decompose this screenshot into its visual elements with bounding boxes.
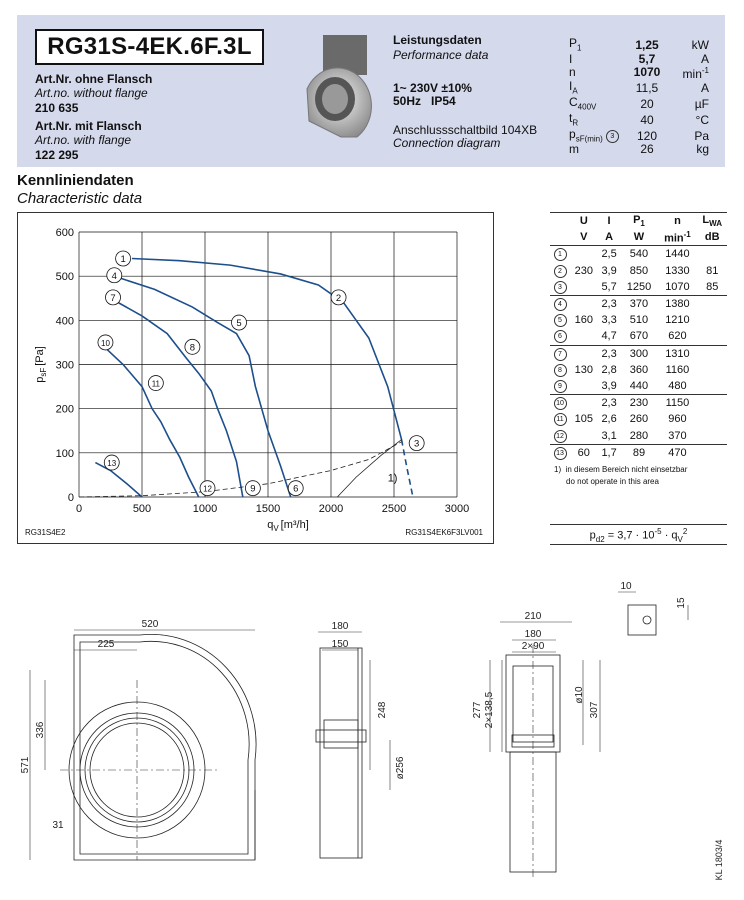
header-sym: L (702, 214, 710, 226)
param-sym: P (569, 36, 578, 50)
table-unit (697, 229, 727, 246)
artnr-with-value: 122 295 (35, 148, 79, 162)
table-row (550, 378, 727, 395)
row-id-cell (550, 279, 570, 296)
formula (550, 527, 727, 544)
table-row (550, 312, 727, 328)
param-row (569, 144, 709, 156)
cell-n: 470 (668, 446, 687, 459)
param-value: 40 (640, 112, 654, 127)
param-unit (667, 65, 709, 81)
artnr-without-value: 210 635 (35, 101, 79, 115)
table-row (550, 279, 727, 296)
cell-p: 260 (629, 413, 649, 426)
param-symbol (569, 51, 627, 66)
series-line-4 (114, 276, 290, 497)
cell-i: 2,3 (601, 397, 617, 410)
cell-n: 1150 (665, 397, 690, 410)
x-tick-label: 3000 (444, 503, 470, 515)
cell-l (697, 411, 727, 427)
y-axis-label-sub: sF (39, 367, 48, 377)
dim-10: 10 (620, 581, 632, 592)
y-axis-label-sym: p (34, 376, 46, 383)
row-id-cell (550, 246, 570, 263)
curve-marker-label: 9 (250, 483, 256, 495)
row-id: 4 (554, 298, 567, 311)
param-row (569, 129, 709, 145)
row-id-cell (550, 427, 570, 444)
cell-i: 2,8 (601, 363, 617, 376)
flange-detail (628, 605, 656, 635)
table-row (550, 246, 727, 263)
cell-n: 1380 (665, 298, 690, 311)
performance-title-en: Performance data (393, 48, 489, 62)
header-sym: P (633, 214, 641, 226)
table-row (550, 444, 727, 461)
curve-marker-label: 6 (293, 483, 299, 495)
row-id-cell (550, 345, 570, 362)
row-id-cell (550, 328, 570, 345)
cell-n: 370 (657, 427, 697, 444)
series-line-7 (111, 298, 243, 497)
x-axis-label-unit: [m³/h] (280, 519, 309, 531)
param-symbol (569, 65, 627, 81)
x-axis-label (267, 519, 309, 533)
cell-n: 620 (657, 328, 697, 345)
param-symbol (569, 94, 627, 113)
table-row (550, 345, 727, 362)
formula-exp: -5 (654, 527, 662, 536)
formula-rule-top (550, 524, 727, 525)
y-tick-label: 200 (55, 403, 74, 416)
table-header (657, 213, 697, 229)
param-unit-text: µF (694, 96, 709, 111)
cell-u: 160 (574, 314, 593, 327)
param-sub: R (572, 118, 579, 128)
performance-title: Leistungsdaten (393, 33, 482, 47)
cell-n: 1440 (665, 248, 690, 261)
param-sub: 1 (577, 43, 582, 53)
y-tick-label: 0 (67, 492, 74, 504)
x-tick-label: 0 (75, 503, 83, 515)
row-id-cell (550, 395, 570, 412)
cell-p: 300 (629, 347, 649, 360)
table-row (550, 411, 727, 427)
cell-l (697, 312, 727, 328)
footnote-mark: 1) (554, 465, 562, 474)
x-tick-label: 1500 (255, 503, 281, 515)
cell-l (697, 295, 727, 312)
side-view (316, 648, 366, 858)
formula-lhs-sub: d2 (595, 534, 605, 544)
y-axis-label-unit: [Pa] (34, 346, 46, 366)
artnr-with-label-en: Art.no. with flange (35, 133, 132, 147)
param-value: 5,7 (638, 51, 656, 66)
cell-u (570, 427, 598, 444)
cell-n: 1310 (665, 347, 690, 360)
cell-p: 540 (629, 248, 649, 261)
param-row (569, 65, 709, 81)
dim-180-side: 180 (331, 621, 349, 632)
param-symbol (569, 38, 627, 54)
footnote (554, 465, 687, 474)
dim-225: 225 (97, 639, 115, 650)
param-sym: m (569, 142, 579, 157)
cell-u (570, 279, 598, 296)
series-line-13 (95, 463, 142, 497)
doc-code: KL 1803/4 (714, 839, 724, 881)
row-id: 9 (554, 380, 567, 393)
y-tick-label: 600 (55, 227, 74, 239)
header-sym: n (674, 215, 681, 228)
technical-drawing (0, 560, 744, 900)
cell-i: 2,6 (601, 413, 617, 426)
section-subtitle: Characteristic data (17, 190, 143, 207)
table-unit (657, 229, 697, 246)
series-line-system (79, 442, 402, 497)
cell-l: 81 (706, 264, 719, 277)
cell-p: 89 (632, 446, 646, 459)
chart-left-code: RG31S4E2 (25, 528, 66, 537)
cell-i: 3,1 (598, 427, 621, 444)
row-id: 10 (554, 397, 567, 410)
cell-u (570, 378, 598, 395)
param-value: 26 (640, 142, 654, 157)
row-id: 1 (554, 248, 567, 261)
footnote-en: do not operate in this area (566, 477, 659, 486)
cell-n: 480 (657, 378, 697, 395)
param-sub: sF(min) (575, 133, 603, 143)
curve-marker-label: 10 (101, 338, 110, 348)
unit-sup: -1 (683, 229, 691, 239)
curve-marker-label: 8 (189, 342, 196, 354)
dim-d10: ø10 (574, 686, 585, 704)
param-row (569, 97, 709, 113)
series-line-limit (337, 440, 401, 497)
cell-i: 3,9 (598, 378, 621, 395)
x-tick-label: 2000 (318, 503, 344, 515)
cell-l (697, 328, 727, 345)
param-sym: I (569, 51, 573, 66)
table-unit (621, 229, 658, 246)
cell-n: 1210 (665, 314, 690, 327)
cell-l (697, 378, 727, 395)
cell-n: 1330 (665, 264, 690, 277)
ip-rating: IP54 (431, 94, 456, 108)
dim-2x90: 2×90 (521, 641, 545, 652)
artnr-without-label-en: Art.no. without flange (35, 86, 148, 100)
dim-571: 571 (20, 756, 31, 774)
cell-i: 2,3 (601, 347, 617, 360)
freq-ip-rating (393, 94, 456, 108)
unit-text: V (580, 231, 588, 244)
table-header-row (550, 213, 727, 229)
cell-p: 510 (629, 314, 649, 327)
table-row (550, 263, 727, 279)
param-unit (667, 51, 709, 66)
param-table (569, 38, 709, 156)
param-sym: I (569, 78, 573, 93)
characteristic-chart (17, 212, 494, 544)
cell-p: 1250 (621, 279, 658, 296)
row-id: 3 (554, 281, 567, 294)
cell-l (697, 362, 727, 378)
param-mark: 3 (606, 130, 619, 143)
param-unit-text: min (682, 67, 702, 82)
param-row (569, 113, 709, 129)
param-sub: 400V (577, 102, 597, 112)
param-value: 1,25 (635, 38, 659, 53)
connection-diagram-label-en: Connection diagram (393, 136, 501, 150)
param-unit-text: A (700, 51, 709, 66)
param-symbol (569, 110, 627, 129)
cell-i: 2,5 (601, 248, 617, 261)
curve-marker-label: 13 (107, 459, 117, 469)
table-unit-row (550, 229, 727, 246)
param-unit-text: kg (696, 142, 709, 157)
dim-307: 307 (589, 701, 600, 719)
param-value: 1070 (633, 65, 661, 80)
row-id: 5 (554, 314, 567, 327)
cell-p: 670 (621, 328, 658, 345)
param-symbol (569, 144, 627, 156)
x-axis-label-sub: V (273, 524, 279, 533)
cell-i: 2,3 (601, 298, 617, 311)
cell-i: 3,3 (601, 314, 617, 327)
row-id-cell (550, 444, 570, 461)
row-id: 2 (554, 265, 567, 278)
dim-180-outlet: 180 (524, 629, 542, 640)
param-sub: A (572, 86, 578, 96)
model-title: RG31S-4EK.6F.3L (35, 29, 264, 65)
table-row (550, 395, 727, 412)
cell-l (697, 246, 727, 263)
cell-p: 440 (621, 378, 658, 395)
header-sub: WA (709, 219, 723, 229)
table-unit (570, 229, 598, 246)
cell-u (570, 328, 598, 345)
formula-mid: · q (661, 529, 678, 542)
param-value: 11,5 (635, 81, 659, 96)
x-axis-label-sym: q (267, 519, 274, 531)
formula-var-sup: 2 (682, 527, 688, 536)
dim-210: 210 (524, 611, 542, 622)
cell-i: 1,7 (601, 446, 617, 459)
cell-u (570, 345, 598, 362)
cell-l (697, 444, 727, 461)
cell-u (570, 295, 598, 312)
formula-lhs: p (589, 529, 596, 542)
curve-marker-label: 2 (335, 292, 342, 304)
row-id-cell (550, 295, 570, 312)
cell-p: 280 (621, 427, 658, 444)
row-id: 12 (554, 430, 567, 443)
y-tick-label: 500 (55, 271, 74, 284)
param-unit-text: °C (695, 112, 709, 127)
row-id-cell (550, 411, 570, 427)
dim-277: 277 (472, 701, 483, 719)
dim-d256: ø256 (395, 756, 406, 780)
param-row (569, 81, 709, 97)
unit-text: min (664, 232, 684, 245)
header-sub: 1 (640, 219, 645, 229)
cell-p: 360 (629, 363, 649, 376)
curve-marker-label: 4 (111, 270, 117, 282)
curve-marker-label: 1 (120, 254, 126, 265)
row-id: 6 (554, 330, 567, 343)
fan-photo (295, 29, 375, 147)
cell-u (570, 246, 598, 263)
formula-eq: = 3,7 · 10 (604, 529, 655, 542)
connection-diagram-label: Anschlussschaltbild 104XB (393, 123, 538, 137)
section-title: Kennliniendaten (17, 172, 134, 189)
formula-var-sub: V (677, 534, 683, 544)
table-unit (598, 229, 621, 246)
row-id-cell (550, 362, 570, 378)
cell-p: 230 (629, 397, 649, 410)
cell-l (697, 395, 727, 412)
param-unit (667, 97, 709, 113)
y-tick-label: 100 (55, 447, 74, 460)
cell-n: 1070 (657, 279, 697, 296)
row-id: 11 (554, 413, 567, 426)
param-unit-text: A (700, 81, 709, 96)
x-tick-label: 1000 (192, 503, 218, 515)
table-row (550, 295, 727, 312)
chart-right-code: RG31S4EK6F3LV001 (405, 528, 483, 537)
table-row (550, 427, 727, 444)
cell-l (697, 345, 727, 362)
header-sym: U (579, 215, 588, 228)
param-unit-text: Pa (694, 128, 709, 143)
row-id: 13 (554, 447, 567, 460)
param-value: 120 (636, 128, 658, 143)
artnr-without-label: Art.Nr. ohne Flansch (35, 72, 153, 86)
param-unit-text: kW (691, 38, 709, 53)
x-tick-label: 500 (132, 503, 152, 515)
param-unit (667, 144, 709, 156)
voltage-rating: 1~ 230V ±10% (393, 81, 472, 95)
cell-p: 850 (629, 264, 649, 277)
cell-l (697, 427, 727, 444)
cell-i: 3,9 (601, 264, 617, 277)
row-id: 8 (554, 364, 567, 377)
dim-336: 336 (35, 721, 46, 739)
curve-marker-label: 7 (110, 292, 116, 304)
table-header (570, 213, 598, 229)
y-tick-label: 400 (55, 315, 74, 328)
table-row (550, 328, 727, 345)
cell-u: 130 (574, 363, 593, 376)
table-header (697, 213, 727, 229)
param-value: 20 (640, 96, 654, 111)
data-table (550, 213, 727, 461)
front-view (69, 634, 256, 860)
series-line-1 (132, 259, 402, 440)
param-unit (667, 113, 709, 129)
param-row (569, 54, 709, 66)
formula-rule-bottom (550, 544, 727, 545)
header-sym: I (607, 215, 611, 228)
header-panel (17, 15, 725, 167)
cell-i: 5,7 (598, 279, 621, 296)
cell-u (570, 395, 598, 412)
table-row (550, 362, 727, 378)
cell-n: 1160 (665, 363, 690, 376)
artnr-with-label: Art.Nr. mit Flansch (35, 119, 142, 133)
cell-i: 4,7 (598, 328, 621, 345)
footnote-de: in diesem Bereich nicht einsetzbar (565, 465, 688, 474)
y-tick-label: 300 (55, 359, 74, 372)
dim-31: 31 (52, 820, 64, 831)
series-line-10 (104, 347, 199, 497)
unit-text: dB (704, 231, 720, 244)
curve-marker-label: 12 (203, 484, 212, 494)
row-id-cell (550, 312, 570, 328)
curve-marker-label: 5 (236, 318, 242, 330)
param-sym: p (569, 126, 576, 141)
cell-l: 85 (697, 279, 727, 296)
dim-150: 150 (331, 639, 349, 650)
unit-text: A (605, 231, 614, 244)
table-header (598, 213, 621, 229)
dim-2x138: 2×138,5 (484, 691, 495, 729)
frequency: 50Hz (393, 94, 422, 108)
cell-u: 60 (577, 446, 590, 459)
cell-u: 230 (574, 264, 593, 277)
table-header (621, 213, 658, 229)
param-unit (667, 81, 709, 97)
dim-15: 15 (676, 597, 687, 609)
dim-520: 520 (141, 619, 159, 630)
cell-u: 105 (574, 413, 593, 426)
curve-marker-label: 3 (414, 438, 420, 450)
dim-248: 248 (377, 701, 388, 719)
y-axis-label (34, 346, 48, 383)
param-unit-sup: -1 (701, 66, 709, 76)
row-id-cell (550, 378, 570, 395)
param-sym: C (569, 94, 578, 109)
region-label: 1) (387, 472, 398, 485)
cell-p: 370 (629, 298, 649, 311)
row-id: 7 (554, 348, 567, 361)
param-sym: n (569, 65, 576, 80)
row-id-cell (550, 263, 570, 279)
param-sym: t (569, 110, 573, 125)
cell-n: 960 (668, 413, 687, 426)
curve-marker-label: 11 (151, 379, 161, 389)
unit-text: W (633, 231, 645, 244)
x-tick-label: 2500 (381, 503, 407, 515)
